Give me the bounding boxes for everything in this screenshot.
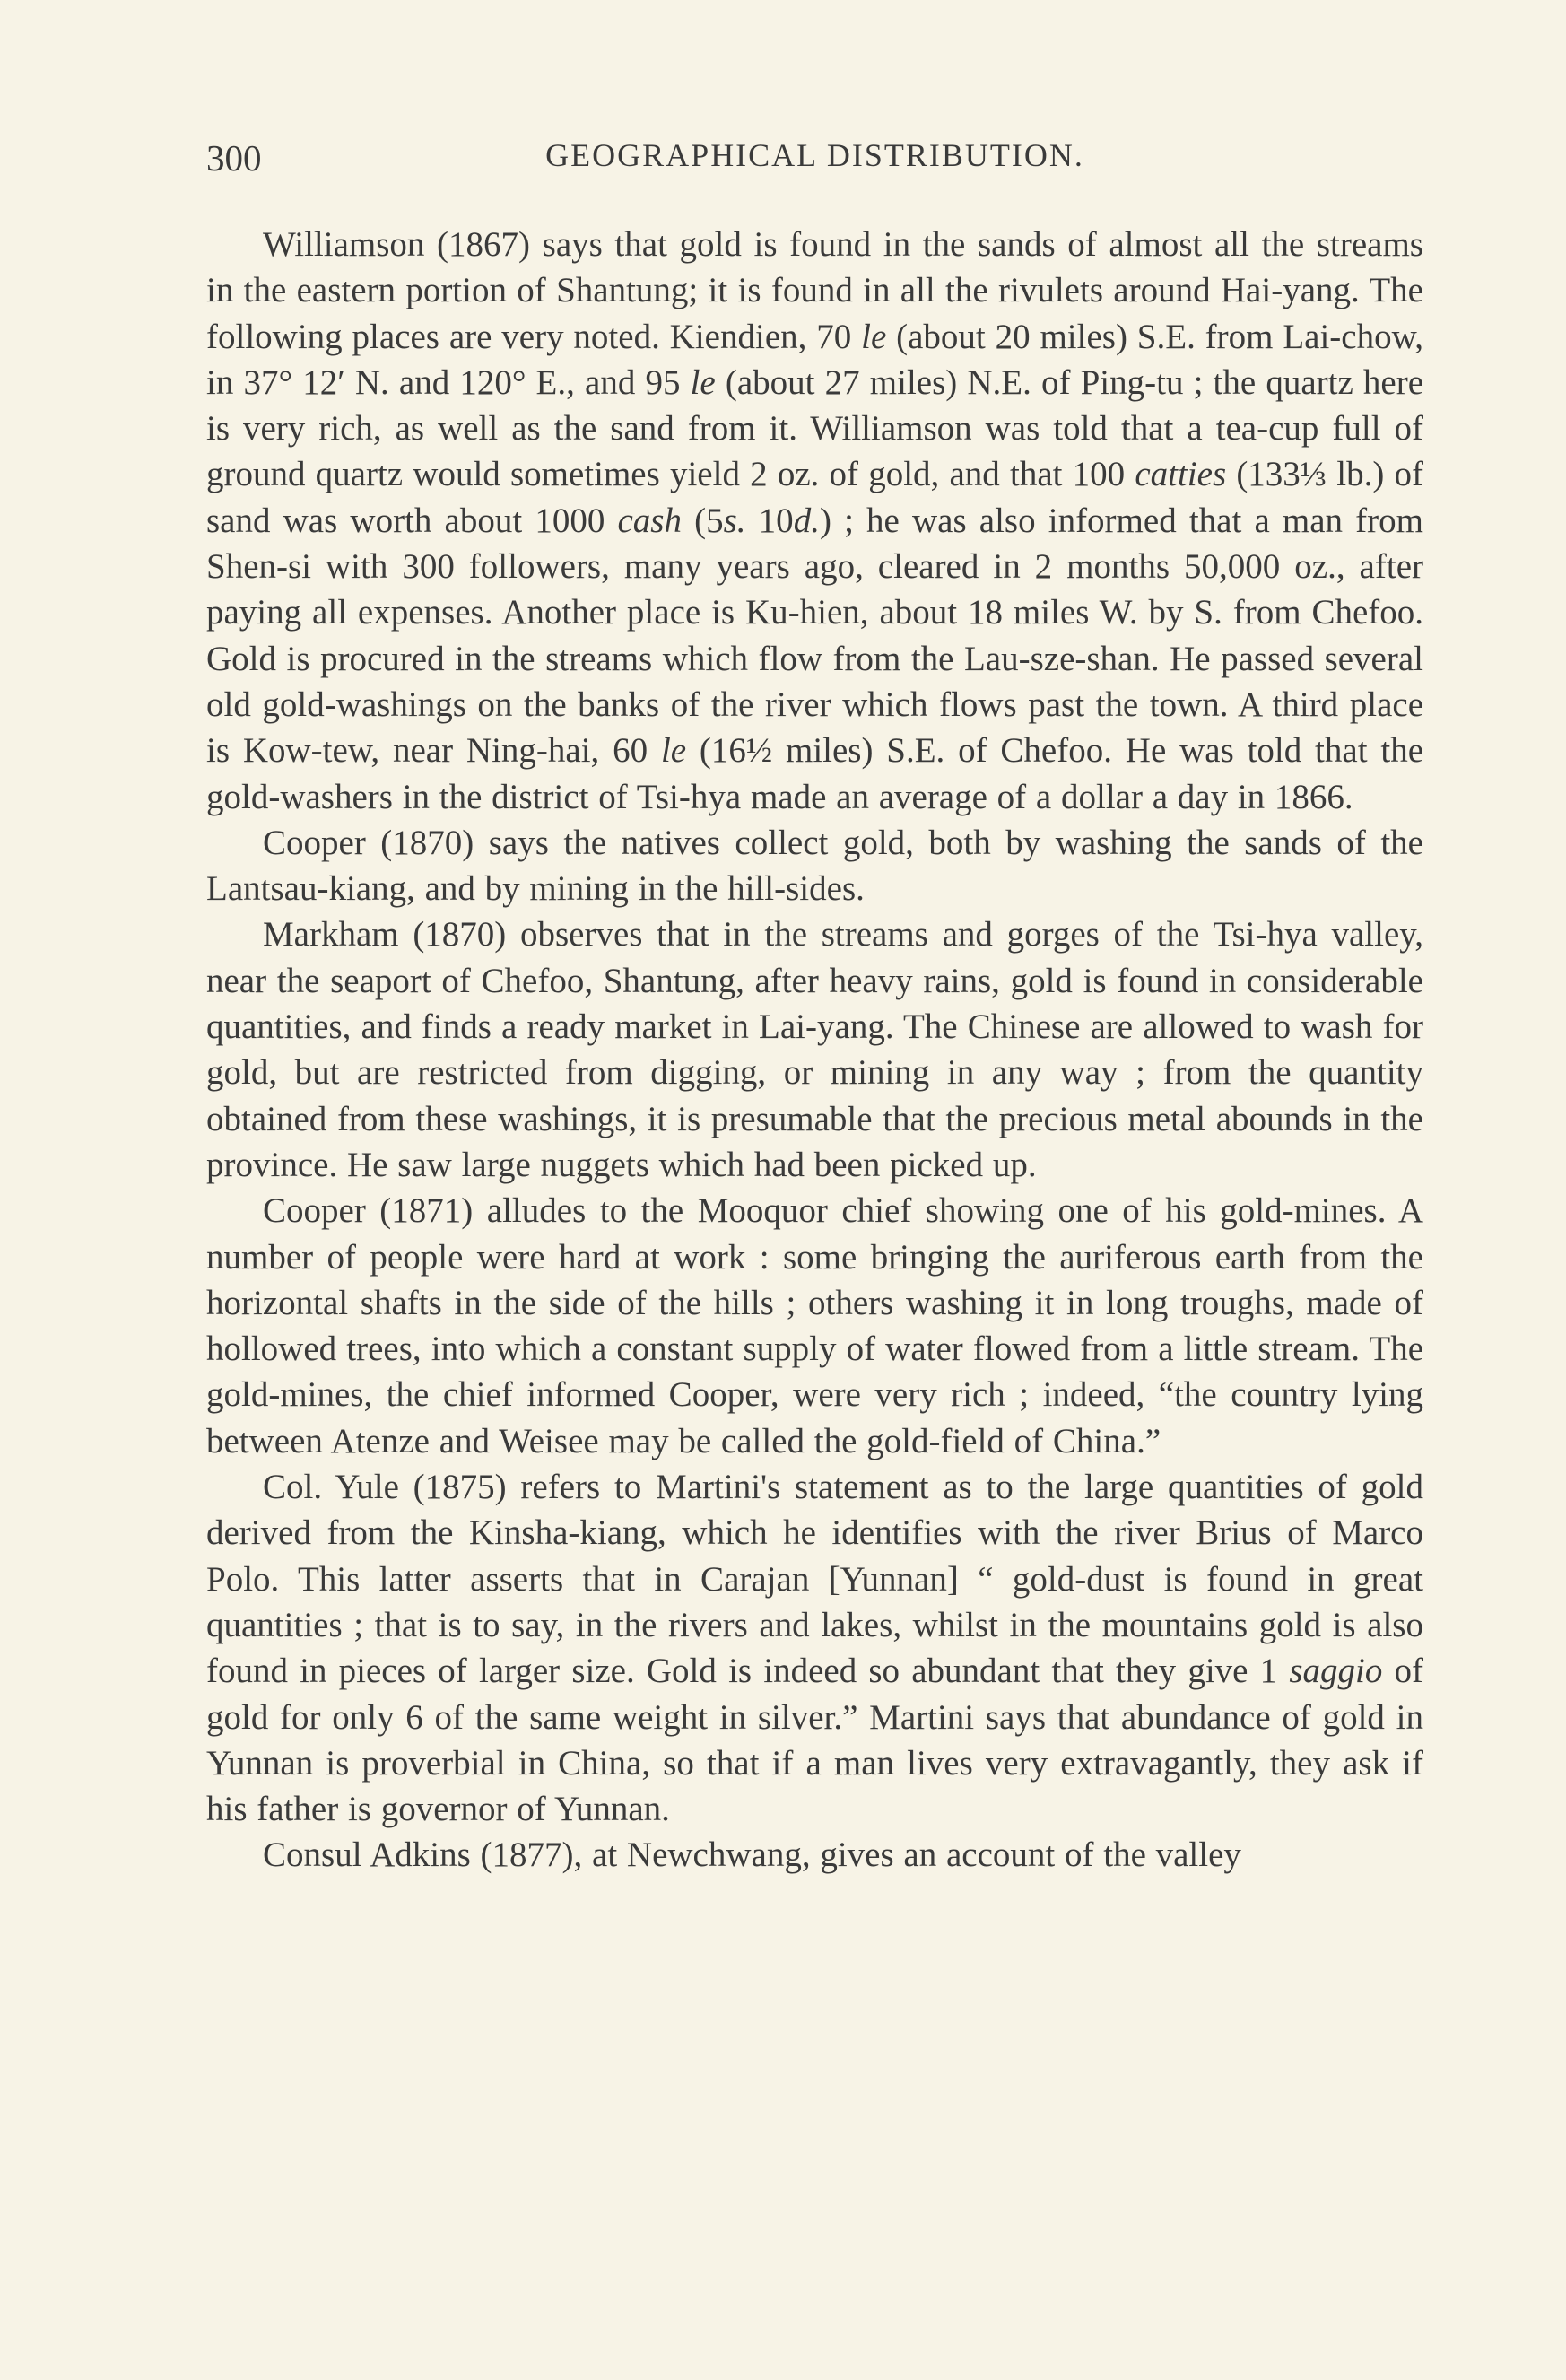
italic-run: cash [617,501,682,540]
running-head: GEOGRAPHICAL DISTRIBUTION. [545,137,1084,173]
text-run: Col. Yule (1875) refers to Martini's statement as to the large quantities of gold derived from the Kinsha-kiang, which he identifies with the river Brius of Marco Polo. This latter asserts that in Carajan [Yunnan] “ gold-dust is found in great quantities ; that is to say, in the rivers and lakes, whilst in the mountains gold is also found in pieces of larger size. Gold is indeed so abundant that they give 1 [206,1468,1423,1691]
italic-run: saggio [1289,1652,1383,1691]
page-number: 300 [206,137,262,179]
paragraph-adkins: Consul Adkins (1877), at Newchwang, gives an account of the valley [263,1835,1241,1875]
text-run: (5 [681,501,724,540]
italic-run: le [861,317,887,356]
text-run: ) ; he was also informed that a man from Shen-si with 300 followers, many years ago, cleared in 2 months 50,000 oz., after paying all expenses. Another place is Ku-hien, about 18 miles W. by S. from Chefoo. Gold is procured in the streams which flow from the Lau-sze-shan. He passed several old gold-washings on the banks of the river which flows past the town. A third place is Kow-tew, near Ning-hai, 60 [206,501,1423,771]
italic-run: catties [1135,455,1227,494]
paragraph-markham: Markham (1870) observes that in the streams and gorges of the Tsi-hya valley, near the seaport of Chefoo, Shantung, after heavy rains, gold is found in considerable quantities, and finds a ready market in Lai-yang. The Chinese are allowed to wash for gold, but are restricted from digging, or mining in any way ; from the quantity obtained from these washings, it is presumable that the precious metal abounds in the province. He saw large nuggets which had been picked up. [206,915,1423,1184]
italic-run: le [660,731,687,771]
text-run: (133⅓ lb.) of sand was worth about 1000 [206,455,1423,540]
italic-run: d. [793,501,820,540]
italic-run: le [690,362,716,402]
text-run: (16½ miles) S.E. of Chefoo. He was told that the gold-washers in the district of Tsi-hya made an average of a dollar a day in 1866. [206,731,1423,816]
paragraph-cooper-1870: Cooper (1870) says the natives collect gold, both by washing the sands of the Lantsau-kiang, and by mining in the hill-sides. [206,823,1423,909]
body-text [206,222,1423,1879]
text-run: Williamson (1867) says that gold is found in the sands of almost all the streams in the eastern portion of Shantung; it is found in all the rivulets around Hai-yang. The following places are very noted. Kiendien, 70 [206,225,1423,356]
text-run: of gold for only 6 of the same weight in silver.” Martini says that abundance of gold in Yunnan is proverbial in China, so that if a man lives very extravagantly, they ask if his father is governor of Yunnan. [206,1652,1423,1829]
page-header [206,136,1423,190]
italic-run: s. [723,501,746,540]
paragraph-yule [206,1464,1423,1832]
text-run: (about 20 miles) S.E. from Lai-chow, in 37° 12′ N. and 120° E., and 95 [206,317,1423,402]
text-run: 10 [745,501,794,540]
paragraph-williamson [206,222,1423,820]
text-run: (about 27 miles) N.E. of Ping-tu ; the quartz here is very rich, as well as the sand from it. Williamson was told that a tea-cup full of ground quartz would sometimes yield 2 oz. of gold, and that 100 [206,362,1424,494]
paragraph-cooper-1871: Cooper (1871) alludes to the Mooquor chief showing one of his gold-mines. A number of people were hard at work : some bringing the auriferous earth from the horizontal shafts in the side of the hills ; others washing it in long troughs, made of hollowed trees, into which a constant supply of water flowed from a little stream. The gold-mines, the chief informed Cooper, were very rich ; indeed, “the country lying between Atenze and Weisee may be called the gold-field of China.” [206,1191,1423,1460]
